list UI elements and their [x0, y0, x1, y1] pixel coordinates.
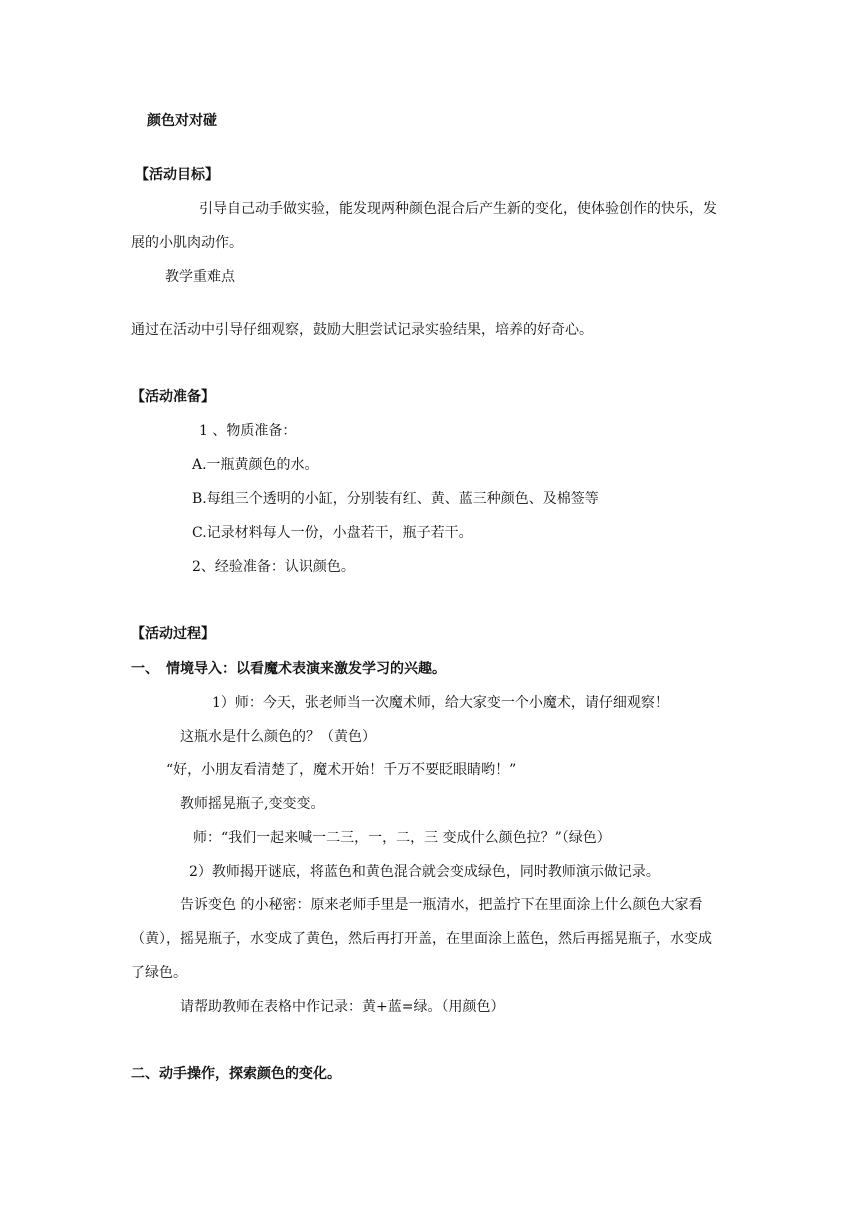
prep-item: 2、经验准备：认识颜色。 [192, 559, 355, 575]
process-line: 教师摇晃瓶子,变变变。 [180, 796, 325, 812]
prep-item: B.每组三个透明的小缸，分别装有红、黄、蓝三种颜色、及棉签等 [192, 491, 599, 507]
prep-item: 1 、物质准备： [199, 423, 297, 439]
process-line: （黄），摇晃瓶子，水变成了黄色，然后再打开盖，在里面涂上蓝色，然后再摇晃瓶子，水变成 [131, 931, 712, 947]
section1-heading: 情境导入：以看魔术表演来激发学习的兴趣。 [166, 661, 446, 677]
process-line: “好，小朋友看清楚了，魔术开始！千万不要眨眼睛哟！” [166, 762, 517, 778]
process-line: 师：“我们一起来喊一二三，一，二，三 变成什么颜色拉？”（绿色） [193, 830, 611, 846]
section2-heading: 二、动手操作，探索颜色的变化。 [131, 1066, 341, 1082]
key-points-label: 教学重难点 [165, 269, 235, 285]
goal-heading: 【活动目标】 [135, 167, 219, 183]
process-line: 2）教师揭开谜底，将蓝色和黄色混合就会变成绿色，同时教师演示做记录。 [189, 864, 660, 880]
process-line: 1）师：今天，张老师当一次魔术师，给大家变一个小魔术，请仔细观察！ [212, 695, 669, 711]
prep-heading: 【活动准备】 [131, 389, 215, 405]
prep-item: A.一瓶黄颜色的水。 [192, 457, 319, 473]
process-line: 请帮助教师在表格中作记录：黄+蓝=绿。（用颜色） [180, 999, 505, 1015]
document-title: 颜色对对碰 [147, 113, 217, 129]
process-line: 告诉变色 的小秘密：原来老师手里是一瓶清水，把盖拧下在里面涂上什么颜色大家看 [180, 897, 703, 913]
process-line: 了绿色。 [131, 965, 187, 981]
goal-text-line-2: 展的小肌肉动作。 [131, 235, 243, 251]
process-line: 这瓶水是什么颜色的？（黄色） [180, 729, 376, 745]
key-points-text: 通过在活动中引导仔细观察，鼓励大胆尝试记录实验结果，培养的好奇心。 [131, 322, 593, 338]
prep-item: C.记录材料每人一份，小盘若干，瓶子若干。 [192, 525, 473, 541]
section1-number: 一、 [131, 661, 159, 677]
goal-text-line-1: 引导自己动手做实验，能发现两种颜色混合后产生新的变化，使体验创作的快乐，发 [199, 201, 717, 217]
process-heading: 【活动过程】 [131, 626, 215, 642]
